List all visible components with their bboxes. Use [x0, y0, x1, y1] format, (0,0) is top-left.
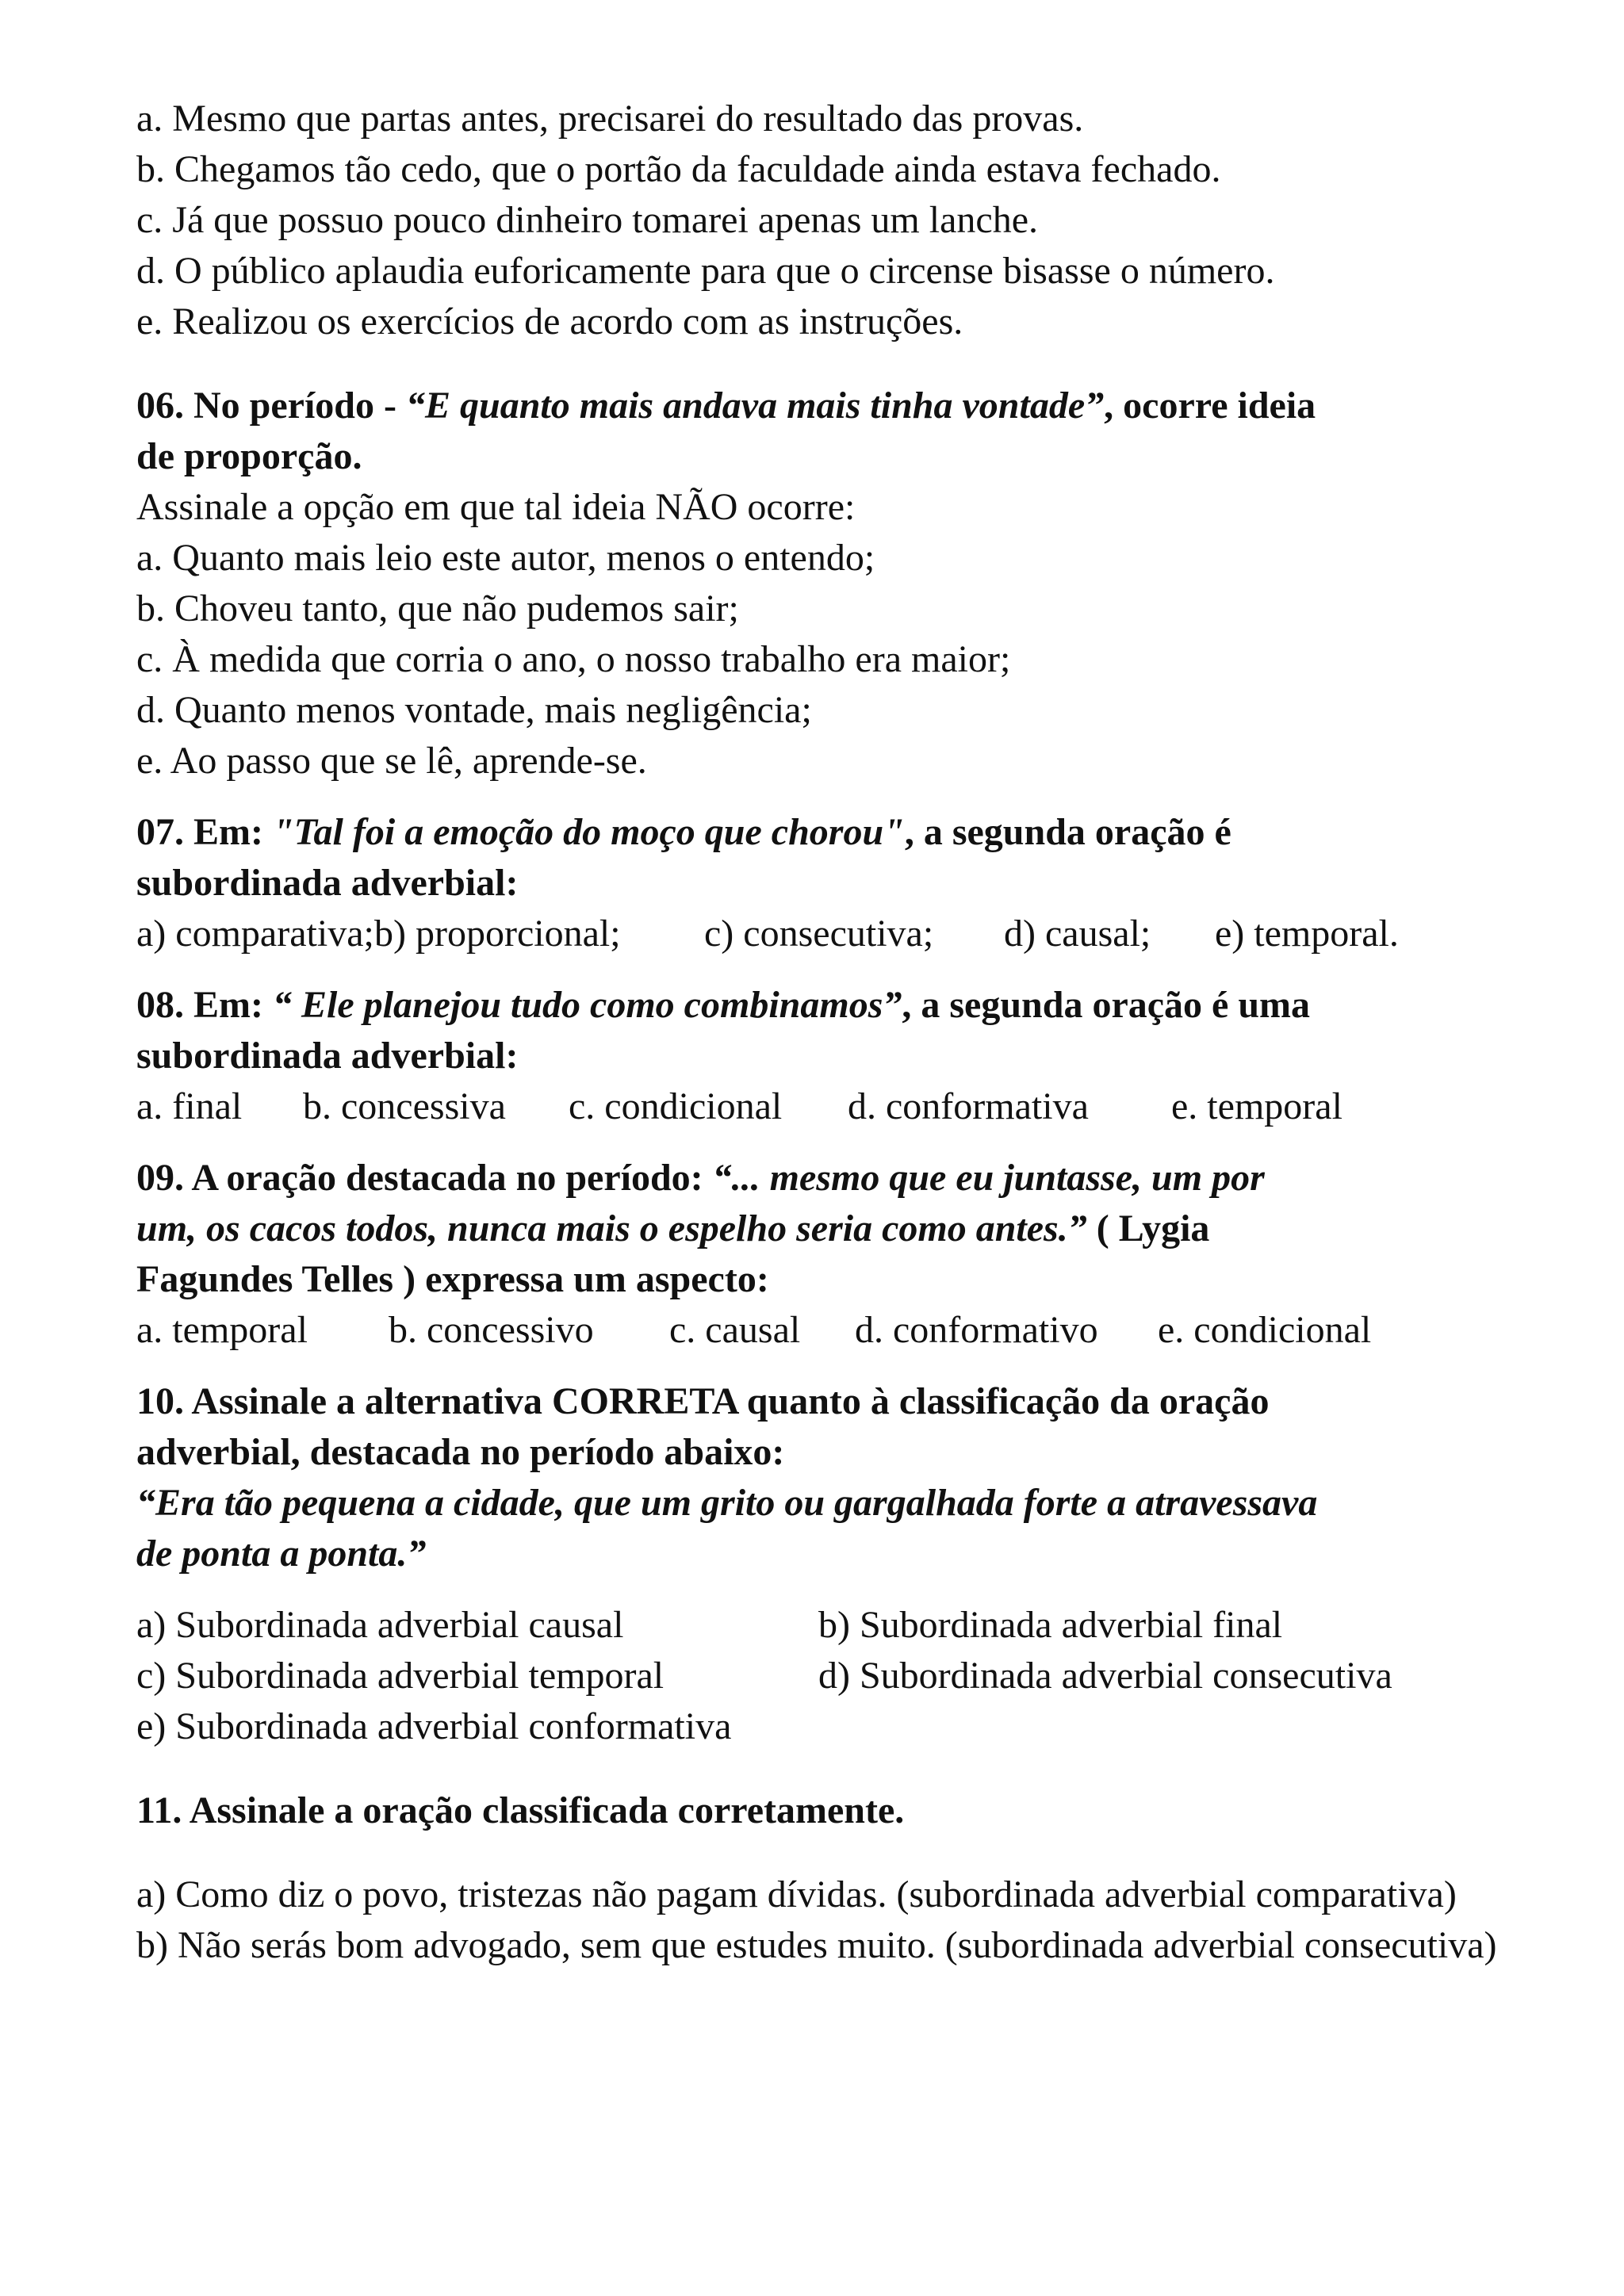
- question-09-option-b: b. concessivo: [389, 1309, 594, 1351]
- question-06: [136, 381, 1529, 786]
- question-06-tail: , ocorre ideia: [1104, 385, 1316, 427]
- question-06-instruction: Assinale a opção em que tal ideia NÃO ocorre:: [136, 486, 856, 528]
- option-b: b. Chegamos tão cedo, que o portão da faculdade ainda estava fechado.: [136, 148, 1221, 190]
- question-08-options: [136, 1081, 1529, 1132]
- question-09-title: [136, 1153, 1529, 1203]
- question-08-title-line2: subordinada adverbial:: [136, 1035, 519, 1077]
- question-08-option-e: e. temporal: [1171, 1085, 1342, 1127]
- question-06-option-e: e. Ao passo que se lê, aprende-se.: [136, 740, 647, 782]
- question-08-quote: “ Ele planejou tudo como combinamos”: [272, 984, 902, 1026]
- question-09-quote-part1: “... mesmo que eu juntasse, um por: [712, 1157, 1265, 1199]
- question-11-option-a: a) Como diz o povo, tristezas não pagam dívidas. (subordinada adverbial comparativa): [136, 1873, 1457, 1915]
- question-07-option-a: a) comparativa;: [136, 913, 374, 955]
- question-09-title-line2: [136, 1203, 1529, 1254]
- question-10-title: 10. Assinale a alternativa CORRETA quanto à classificação da oração: [136, 1380, 1270, 1422]
- question-06-lead: 06. No período -: [136, 385, 406, 427]
- option-d: d. O público aplaudia euforicamente para que o circense bisasse o número.: [136, 250, 1275, 292]
- question-07-option-d: d) causal;: [1004, 913, 1151, 955]
- question-09-author: ( Lygia: [1086, 1207, 1210, 1249]
- question-06-title-line2: de proporção.: [136, 435, 362, 477]
- question-08-tail: , a segunda oração é uma: [902, 984, 1311, 1026]
- question-08-option-d: d. conformativa: [848, 1085, 1089, 1127]
- question-10-quote: “Era tão pequena a cidade, que um grito ou gargalhada forte a atravessava: [136, 1482, 1318, 1524]
- question-07-option-e: e) temporal.: [1215, 913, 1399, 955]
- question-06-option-b: b. Choveu tanto, que não pudemos sair;: [136, 587, 739, 629]
- question-06-option-a: a. Quanto mais leio este autor, menos o entendo;: [136, 537, 875, 579]
- question-10-option-d: d) Subordinada adverbial consecutiva: [818, 1655, 1392, 1697]
- question-09-options: [136, 1305, 1529, 1356]
- question-09-option-a: a. temporal: [136, 1309, 308, 1351]
- question-09-option-c: c. causal: [669, 1309, 801, 1351]
- question-07-title: [136, 807, 1529, 858]
- question-08-option-a: a. final: [136, 1085, 243, 1127]
- question-06-option-c: c. À medida que corria o ano, o nosso trabalho era maior;: [136, 638, 1011, 680]
- question-10-option-c: c) Subordinada adverbial temporal: [136, 1655, 665, 1697]
- question-07-quote: "Tal foi a emoção do moço que chorou": [272, 811, 905, 853]
- question-08-title: [136, 980, 1529, 1031]
- question-07-option-c: c) consecutiva;: [704, 913, 934, 955]
- option-e: e. Realizou os exercícios de acordo com as instruções.: [136, 300, 963, 342]
- question-08-option-b: b. concessiva: [303, 1085, 506, 1127]
- question-10-quote-line2: de ponta a ponta.”: [136, 1533, 427, 1575]
- question-07-options: [136, 909, 1529, 959]
- question-06-title: [136, 381, 1529, 431]
- question-10-title-line2: adverbial, destacada no período abaixo:: [136, 1431, 785, 1473]
- question-10-options: [136, 1600, 1529, 1752]
- question-09-option-d: d. conformativo: [855, 1309, 1098, 1351]
- question-09-quote-part2: um, os cacos todos, nunca mais o espelho seria como antes.”: [136, 1207, 1087, 1249]
- option-a: a. Mesmo que partas antes, precisarei do resultado das provas.: [136, 98, 1084, 140]
- question-06-option-d: d. Quanto menos vontade, mais negligência;: [136, 689, 812, 731]
- question-07-tail: , a segunda oração é: [904, 811, 1231, 853]
- question-11: [136, 1785, 1529, 1971]
- question-10: [136, 1376, 1529, 1752]
- question-09-lead: 09. A oração destacada no período:: [136, 1157, 713, 1199]
- question-11-title: 11. Assinale a oração classificada corretamente.: [136, 1789, 905, 1831]
- question-10-option-a: a) Subordinada adverbial causal: [136, 1604, 624, 1646]
- question-07-option-b: b) proporcional;: [374, 913, 621, 955]
- question-10-option-e: e) Subordinada adverbial conformativa: [136, 1705, 732, 1747]
- question-07-lead: 07. Em:: [136, 811, 273, 853]
- question-10-option-b: b) Subordinada adverbial final: [818, 1604, 1283, 1646]
- question-09-option-e: e. condicional: [1158, 1309, 1372, 1351]
- question-09: [136, 1153, 1529, 1356]
- question-07: [136, 807, 1529, 959]
- question-08: [136, 980, 1529, 1132]
- option-c: c. Já que possuo pouco dinheiro tomarei apenas um lanche.: [136, 199, 1038, 241]
- question-09-title-line3: Fagundes Telles ) expressa um aspecto:: [136, 1258, 769, 1300]
- question-06-quote: “E quanto mais andava mais tinha vontade”: [405, 385, 1105, 427]
- question-08-option-c: c. condicional: [569, 1085, 783, 1127]
- continued-options: [136, 94, 1529, 347]
- question-08-lead: 08. Em:: [136, 984, 273, 1026]
- question-07-title-line2: subordinada adverbial:: [136, 862, 519, 904]
- question-11-option-b: b) Não serás bom advogado, sem que estudes muito. (subordinada adverbial consecutiva): [136, 1924, 1497, 1966]
